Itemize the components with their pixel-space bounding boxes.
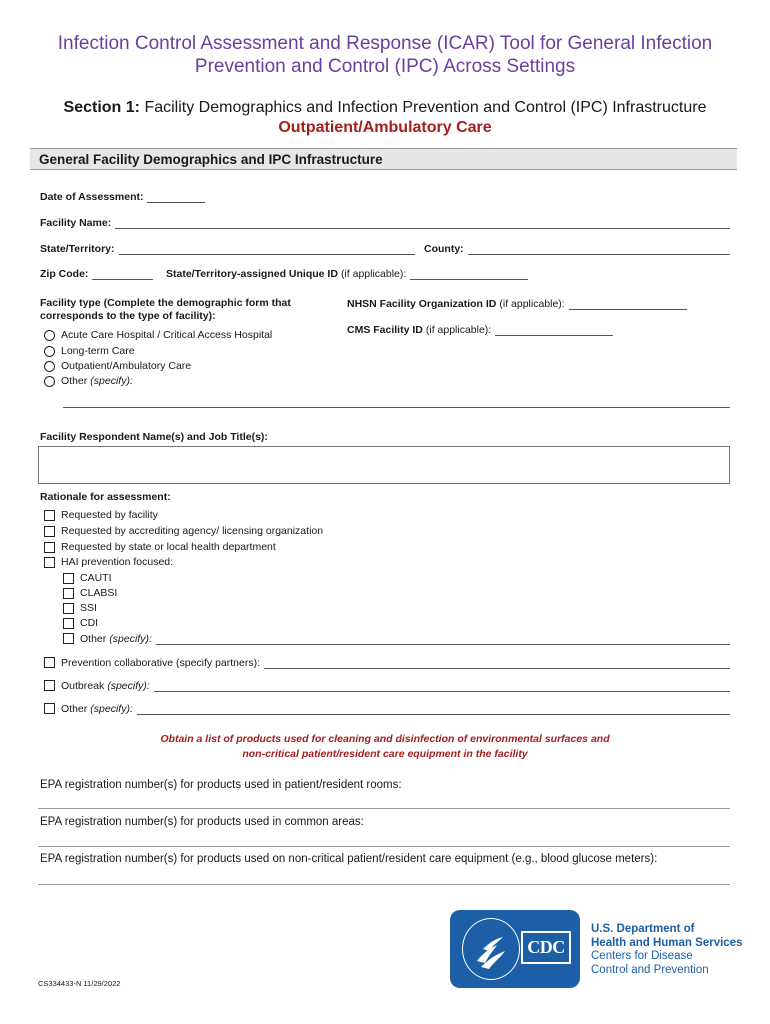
hai-option-ssi[interactable] [63,602,97,614]
date-label: Date of Assessment: [40,191,144,203]
option-label: CDI [80,617,99,629]
prevention-collaborative-input[interactable] [264,656,730,669]
nhsn-label: NHSN Facility Organization ID [347,298,497,310]
notice-line-1: Obtain a list of products used for cleaning and disinfection of environmental surfaces and [160,733,610,745]
cms-qualifier: (if applicable): [425,324,492,336]
option-label: Other [61,375,88,387]
facility-type-option-outpatient[interactable] [44,360,191,372]
unique-id-input[interactable] [410,267,528,280]
checkbox-icon[interactable] [63,633,74,644]
option-label: HAI prevention focused: [61,556,174,568]
option-label: CAUTI [80,572,112,584]
products-notice [0,732,770,762]
rationale-requested-agency[interactable] [44,525,323,537]
cms-label: CMS Facility ID [347,324,423,336]
epa-equipment-line[interactable] [38,884,730,885]
checkbox-icon[interactable] [44,657,55,668]
epa-rooms-label: EPA registration number(s) for products used in patient/resident rooms: [40,779,402,791]
option-label: Requested by accrediting agency/ licensing organization [61,525,324,537]
zip-input[interactable] [92,267,153,280]
zip-field [40,267,153,280]
cms-field [347,323,613,336]
rationale-label: Rationale for assessment: [40,491,171,503]
respondent-field [40,431,268,443]
facility-type-option-acute[interactable] [44,329,272,341]
specify-label: (specify): [107,679,150,692]
rationale-requested-health-dept[interactable] [44,541,276,553]
unique-id-qualifier: (if applicable): [340,268,407,280]
radio-circle-icon[interactable] [44,361,55,372]
state-input[interactable] [119,242,416,255]
checkbox-icon[interactable] [44,510,55,521]
facility-name-input[interactable] [115,216,730,229]
date-field [40,190,205,203]
radio-circle-icon[interactable] [44,330,55,341]
checkbox-icon[interactable] [63,603,74,614]
department-name [591,923,742,977]
title-line-1: Infection Control Assessment and Response (ICAR) Tool for General Infection [57,33,713,54]
epa-rooms-line[interactable] [38,808,730,809]
date-input[interactable] [147,190,205,203]
unique-id-label: State/Territory-assigned Unique ID [166,268,338,280]
checkbox-icon[interactable] [63,588,74,599]
state-label: State/Territory: [40,243,115,255]
rationale-heading [40,491,171,503]
epa-common-label: EPA registration number(s) for products used in common areas: [40,816,364,828]
cms-input[interactable] [495,323,613,336]
epa-equipment-label: EPA registration number(s) for products used on non-critical patient/resident care equipment (e.g., blood glucose meters): [40,853,658,865]
form-code: CS334433-N 11/29/2022 [38,979,121,988]
hhs-seal-graphic [463,919,521,981]
rationale-other[interactable] [44,702,730,715]
facility-type-line-2: corresponds to the type of facility): [40,310,216,322]
unique-id-field [166,267,528,280]
option-label: Outpatient/Ambulatory Care [61,360,192,372]
outbreak-input[interactable] [154,679,730,692]
nhsn-input[interactable] [569,297,687,310]
epa-common-line[interactable] [38,846,730,847]
option-label: CLABSI [80,587,118,599]
hai-option-other[interactable] [63,632,730,645]
option-label: Prevention collaborative (specify partners): [61,656,261,669]
option-label: Requested by state or local health department [61,541,276,553]
state-field [40,242,415,255]
checkbox-icon[interactable] [44,557,55,568]
notice-line-2: non-critical patient/resident care equipment in the facility [242,748,528,760]
county-input[interactable] [468,242,730,255]
hhs-eagle-icon [462,918,520,980]
dept-line-4: Control and Prevention [591,963,709,976]
radio-circle-icon[interactable] [44,346,55,357]
option-label: Outbreak [61,679,105,692]
facility-name-field [40,216,730,229]
title-line-2: Prevention and Control (IPC) Across Settings [194,56,576,77]
facility-type-option-other[interactable] [44,375,133,387]
cdc-logo-text: CDC [521,931,571,964]
specify-label: (specify): [90,702,133,715]
dept-line-1: U.S. Department of [591,923,695,935]
checkbox-icon[interactable] [44,703,55,714]
facility-type-line-1: Facility type (Complete the demographic form that [40,297,291,309]
specify-label: (specify): [90,375,133,387]
checkbox-icon[interactable] [44,542,55,553]
document-title [0,32,770,78]
facility-type-option-ltc[interactable] [44,345,135,357]
option-label: Requested by facility [61,509,158,521]
checkbox-icon[interactable] [63,618,74,629]
facility-type-heading [40,297,291,323]
checkbox-icon[interactable] [44,680,55,691]
nhsn-field [347,297,687,310]
section-title-text: Facility Demographics and Infection Prevention and Control (IPC) Infrastructure [144,99,707,116]
hai-option-clabsi[interactable] [63,587,117,599]
hai-option-cauti[interactable] [63,572,112,584]
county-label: County: [424,243,464,255]
rationale-outbreak[interactable] [44,679,730,692]
option-label: SSI [80,602,97,614]
option-label: Acute Care Hospital / Critical Access Hospital [61,329,273,341]
facility-name-label: Facility Name: [40,217,112,229]
rationale-hai-focused[interactable] [44,556,173,568]
dept-line-3: Centers for Disease [591,950,693,962]
rationale-prevention-collaborative[interactable] [44,656,730,669]
respondent-input-box[interactable] [38,446,730,484]
hai-other-input[interactable] [156,632,730,645]
zip-label: Zip Code: [40,268,89,280]
option-label: Other [61,702,88,715]
section-title [0,98,770,118]
respondent-label: Facility Respondent Name(s) and Job Title(s): [40,431,268,443]
checkbox-icon[interactable] [63,573,74,584]
section-subtitle: Outpatient/Ambulatory Care [278,119,492,136]
specify-label: (specify): [109,632,152,645]
radio-circle-icon[interactable] [44,376,55,387]
county-field [424,242,730,255]
option-label: Other [80,632,107,645]
nhsn-qualifier: (if applicable): [499,298,565,310]
hai-option-cdi[interactable] [63,617,98,629]
dept-line-2: Health and Human Services [591,936,743,949]
rationale-requested-facility[interactable] [44,509,158,521]
checkbox-icon[interactable] [44,526,55,537]
section-banner: General Facility Demographics and IPC Infrastructure [30,148,737,170]
option-label: Long-term Care [61,345,135,357]
rationale-other-input[interactable] [137,702,730,715]
facility-type-other-line[interactable] [63,407,730,408]
section-label: Section 1: [63,99,140,116]
